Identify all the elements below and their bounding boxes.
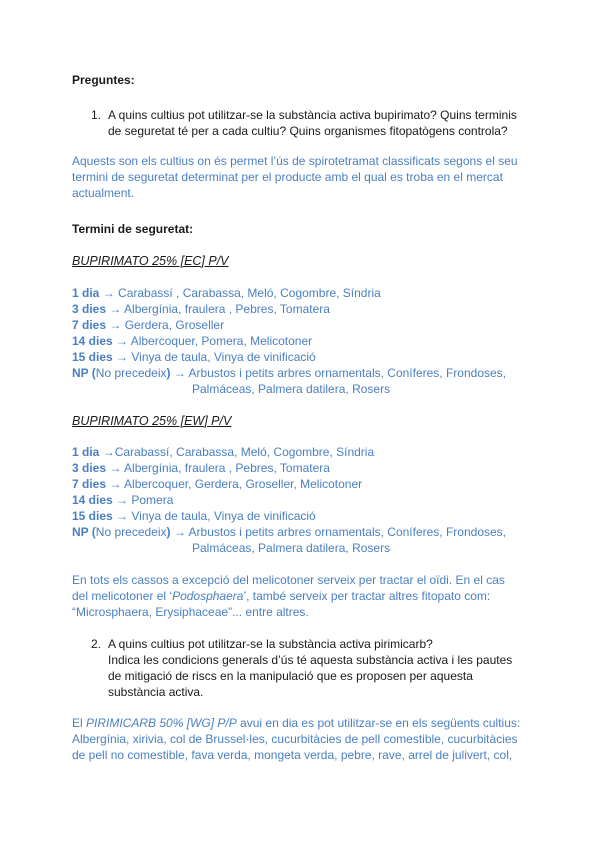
interval-row (72, 476, 362, 492)
interval-row (72, 492, 173, 508)
interval-label: 14 dies (72, 334, 113, 348)
np-crops: → Arbustos i petits arbres ornamentals, Coníferes, Frondoses, (170, 366, 506, 380)
interval-row (72, 444, 374, 460)
note-italic: Podosphaera (172, 589, 244, 603)
question-1-line: de seguretat té per a cada cultiu? Quins organismes fitopatògens controla? (108, 124, 508, 138)
interval-row (72, 508, 316, 524)
intro-paragraph (72, 153, 542, 201)
question-2-number: 2. (91, 637, 102, 651)
interval-label: 15 dies (72, 350, 113, 364)
answer-2-text: El (72, 716, 87, 730)
interval-crops: → Gerdera, Groseller (106, 318, 225, 332)
np-label-detail: No precedeix (95, 525, 167, 539)
intro-line: Aquests son els cultius on és permet l’ús de spirotetramat classificats segons el seu (72, 154, 518, 168)
question-2-line: substància activa. (108, 685, 204, 699)
interval-crops: →Carabassí, Carabassa, Meló, Cogombre, Síndria (99, 445, 375, 459)
interval-label: 1 dia (72, 445, 100, 459)
note-text: ’, també serveix per tractar altres fitopato com: (243, 589, 491, 603)
note-line: “Microsphaera, Erysiphaceae”... entre altres. (72, 605, 309, 619)
question-2-line: Indica les condicions generals d’ús té aquesta substància activa i les pautes (108, 653, 513, 667)
np-label-detail: No precedeix (95, 366, 167, 380)
interval-label: 3 dies (72, 302, 107, 316)
interval-row (72, 460, 330, 476)
note-line (72, 588, 542, 604)
heading-preguntes: Preguntes: (72, 73, 135, 87)
interval-label: 14 dies (72, 493, 113, 507)
note-paragraph (72, 572, 542, 620)
interval-row (72, 317, 224, 333)
intro-line: termini de seguretat determinat per el producte amb el qual es troba en el mercat (72, 170, 503, 184)
interval-crops: → Pomera (112, 493, 174, 507)
answer-2-line (72, 715, 552, 731)
interval-crops: → Albergínia, fraulera , Pebres, Tomatera (106, 302, 330, 316)
question-2-line: A quins cultius pot utilitzar-se la substància activa pirimicarb? (108, 637, 433, 651)
interval-crops: → Albercoquer, Gerdera, Groseller, Melicotoner (106, 477, 363, 491)
np-label-close: ) (166, 525, 171, 539)
answer-2-line: Albergínia, xirivia, col de Brussel·les, cucurbitàcies de pell comestible, cucurbitàcies (72, 732, 518, 746)
interval-row (72, 349, 316, 365)
product-title: BUPIRIMATO 25% [EC] P/V (72, 254, 229, 268)
np-label: NP ( (72, 525, 96, 539)
intro-line: actualment. (72, 186, 135, 200)
answer-2-line: de pell no comestible, fava verda, mongeta verda, pebre, rave, arrel de julivert, col, (72, 748, 513, 762)
question-1-line: A quins cultius pot utilitzar-se la substància activa bupirimato? Quins terminis (108, 108, 517, 122)
answer-2-text: avui en dia es pot utilitzar-se en els següents cultius: (236, 716, 521, 730)
note-line: En tots els cassos a excepció del melicotoner serveix per tractar el oïdi. En el cas (72, 573, 505, 587)
interval-crops: → Albercoquer, Pomera, Melicotoner (112, 334, 313, 348)
interval-row (72, 285, 381, 301)
interval-label: 15 dies (72, 509, 113, 523)
np-crops-continued: Palmáceas, Palmera datilera, Rosers (192, 382, 391, 396)
answer-2-italic: PIRIMICARB 50% [WG] P/P (86, 716, 237, 730)
interval-crops: → Carabassí , Carabassa, Meló, Cogombre, Síndria (99, 286, 381, 300)
interval-crops: → Vinya de taula, Vinya de vinificació (112, 509, 316, 523)
np-row (72, 365, 506, 381)
interval-label: 7 dies (72, 318, 107, 332)
note-text: del melicotoner el ‘ (72, 589, 173, 603)
question-1-text (108, 107, 528, 139)
interval-crops: → Albergínia, fraulera , Pebres, Tomatera (106, 461, 330, 475)
product-title: BUPIRIMATO 25% [EW] P/V (72, 414, 232, 428)
interval-label: 1 dia (72, 286, 100, 300)
interval-row (72, 333, 312, 349)
np-label-close: ) (166, 366, 171, 380)
interval-crops: → Vinya de taula, Vinya de vinificació (112, 350, 316, 364)
np-crops-continued: Palmáceas, Palmera datilera, Rosers (192, 541, 391, 555)
question-2-text (108, 636, 528, 700)
heading-termini: Termini de seguretat: (72, 222, 194, 236)
question-1-number: 1. (91, 108, 102, 122)
interval-row (72, 301, 330, 317)
np-row (72, 524, 506, 540)
interval-label: 3 dies (72, 461, 107, 475)
answer-2-paragraph (72, 715, 552, 763)
np-crops: → Arbustos i petits arbres ornamentals, Coníferes, Frondoses, (170, 525, 506, 539)
np-label: NP ( (72, 366, 96, 380)
interval-label: 7 dies (72, 477, 107, 491)
question-2-line: de mitigació de riscs en la manipulació que es proposen per aquesta (108, 669, 473, 683)
